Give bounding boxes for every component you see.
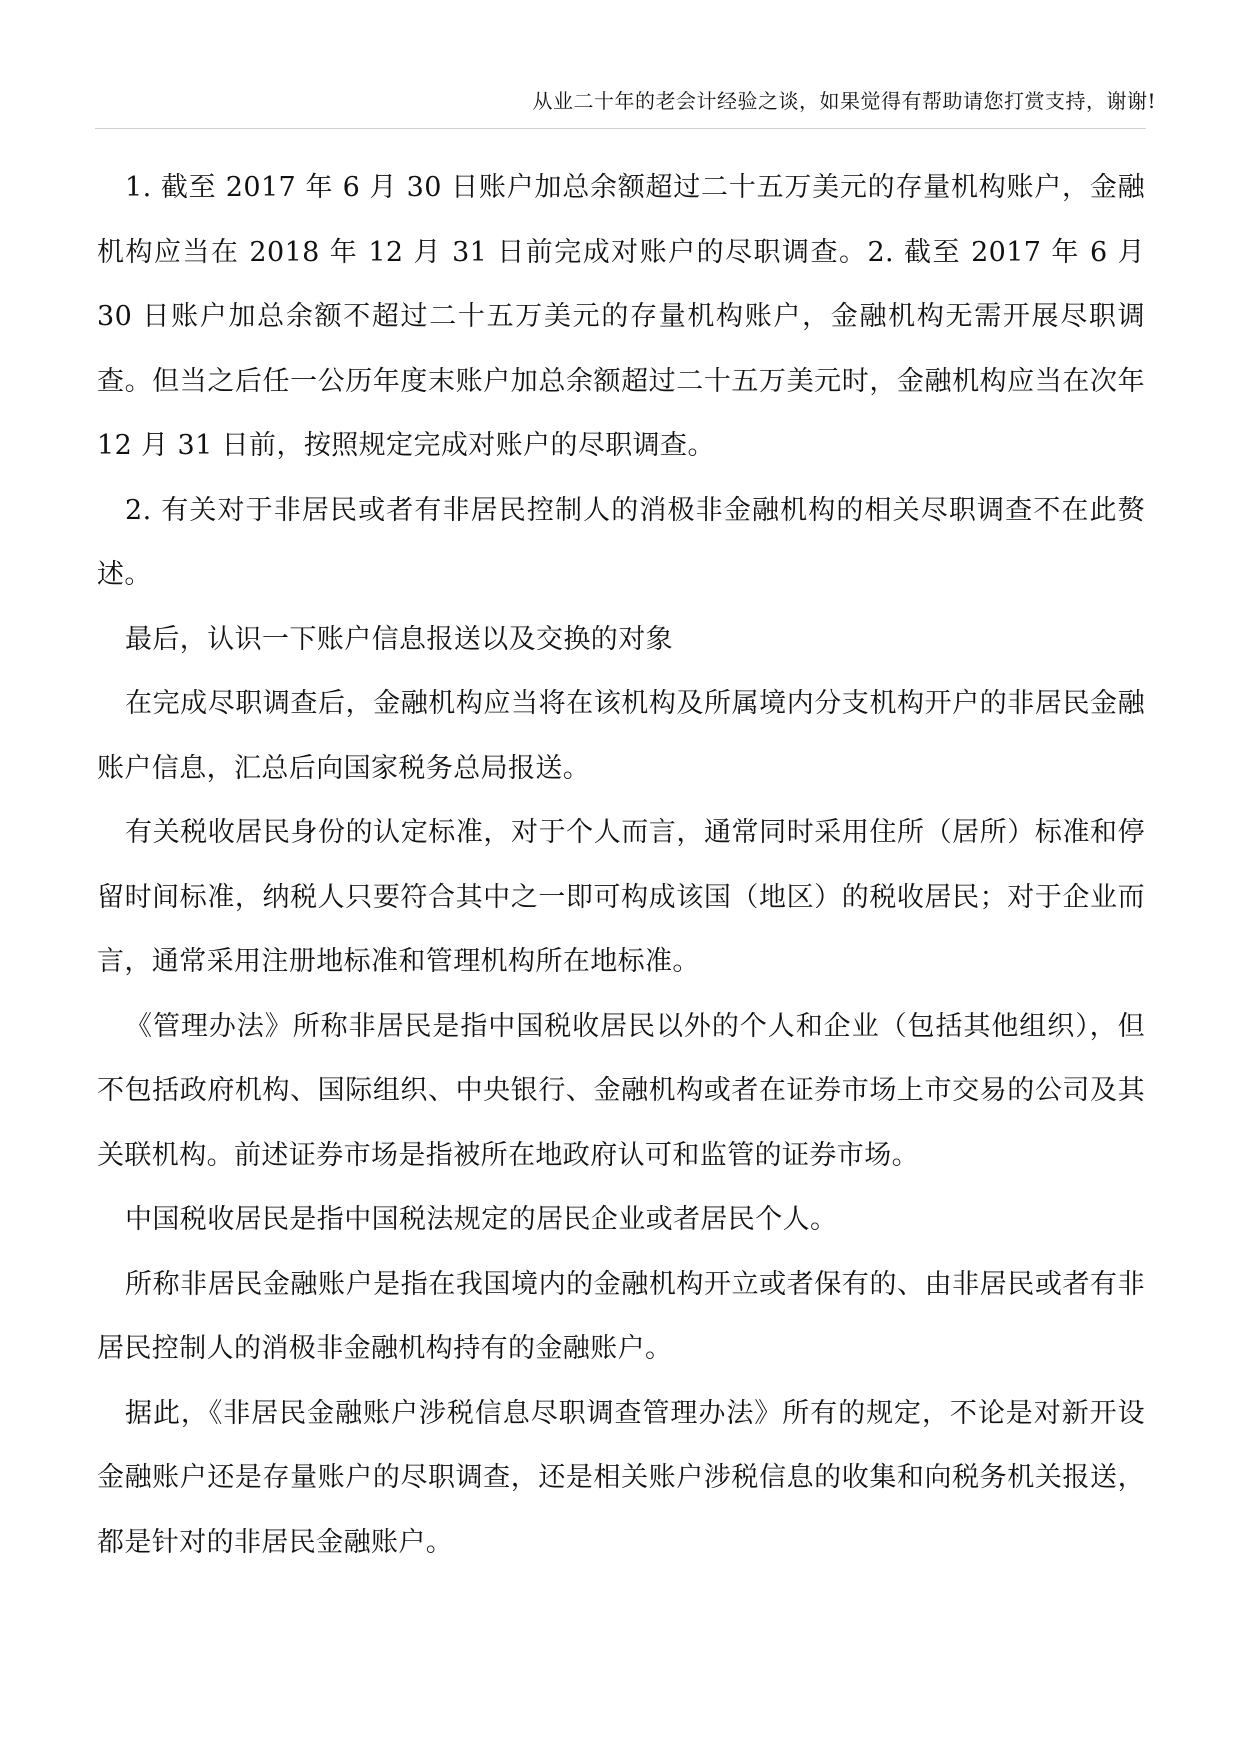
document-body bbox=[97, 156, 1145, 1575]
paragraph-4: 在完成尽职调查后，金融机构应当将在该机构及所属境内分支机构开户的非居民金融账户信息，汇总后向国家税务总局报送。 bbox=[97, 688, 1145, 784]
paragraph-6: 《管理办法》所称非居民是指中国税收居民以外的个人和企业（包括其他组织），但不包括政府机构、国际组织、中央银行、金融机构或者在证券市场上市交易的公司及其关联机构。前述证券市场是指被所在地政府认可和监管的证券市场。 bbox=[97, 1010, 1145, 1171]
paragraph-9: 据此，《非居民金融账户涉税信息尽职调查管理办法》所有的规定，不论是对新开设金融账户还是存量账户的尽职调查，还是相关账户涉税信息的收集和向税务机关报送，都是针对的非居民金融账户。 bbox=[97, 1397, 1145, 1558]
paragraph-5: 有关税收居民身份的认定标准，对于个人而言，通常同时采用住所（居所）标准和停留时间标准，纳税人只要符合其中之一即可构成该国（地区）的税收居民；对于企业而言，通常采用注册地标准和管理机构所在地标准。 bbox=[97, 817, 1145, 977]
paragraph-3: 最后，认识一下账户信息报送以及交换的对象 bbox=[125, 623, 673, 655]
paragraph-7: 中国税收居民是指中国税法规定的居民企业或者居民个人。 bbox=[125, 1204, 838, 1235]
header-note: 从业二十年的老会计经验之谈，如果觉得有帮助请您打赏支持，谢谢! bbox=[532, 89, 1156, 113]
paragraph-2: 2. 有关对于非居民或者有非居民控制人的消极非金融机构的相关尽职调查不在此赘述。 bbox=[97, 494, 1145, 590]
paragraph-8: 所称非居民金融账户是指在我国境内的金融机构开立或者保有的、由非居民或者有非居民控制人的消极非金融机构持有的金融账户。 bbox=[97, 1268, 1145, 1364]
header-divider bbox=[95, 128, 1146, 129]
paragraph-1: 1. 截至 2017 年 6 月 30 日账户加总余额超过二十五万美元的存量机构账户，金融机构应当在 2018 年 12 月 31 日前完成对账户的尽职调查。2. 截至 2017 年 6 月 30 日账户加总余额不超过二十五万美元的存量机构账户，金融机构无需开展尽职调查。但当之后任一公历年度末账户加总余额超过二十五万美元时，金融机构应当在次年 12 月 31 日前，按照规定完成对账户的尽职调查。 bbox=[97, 172, 1145, 461]
